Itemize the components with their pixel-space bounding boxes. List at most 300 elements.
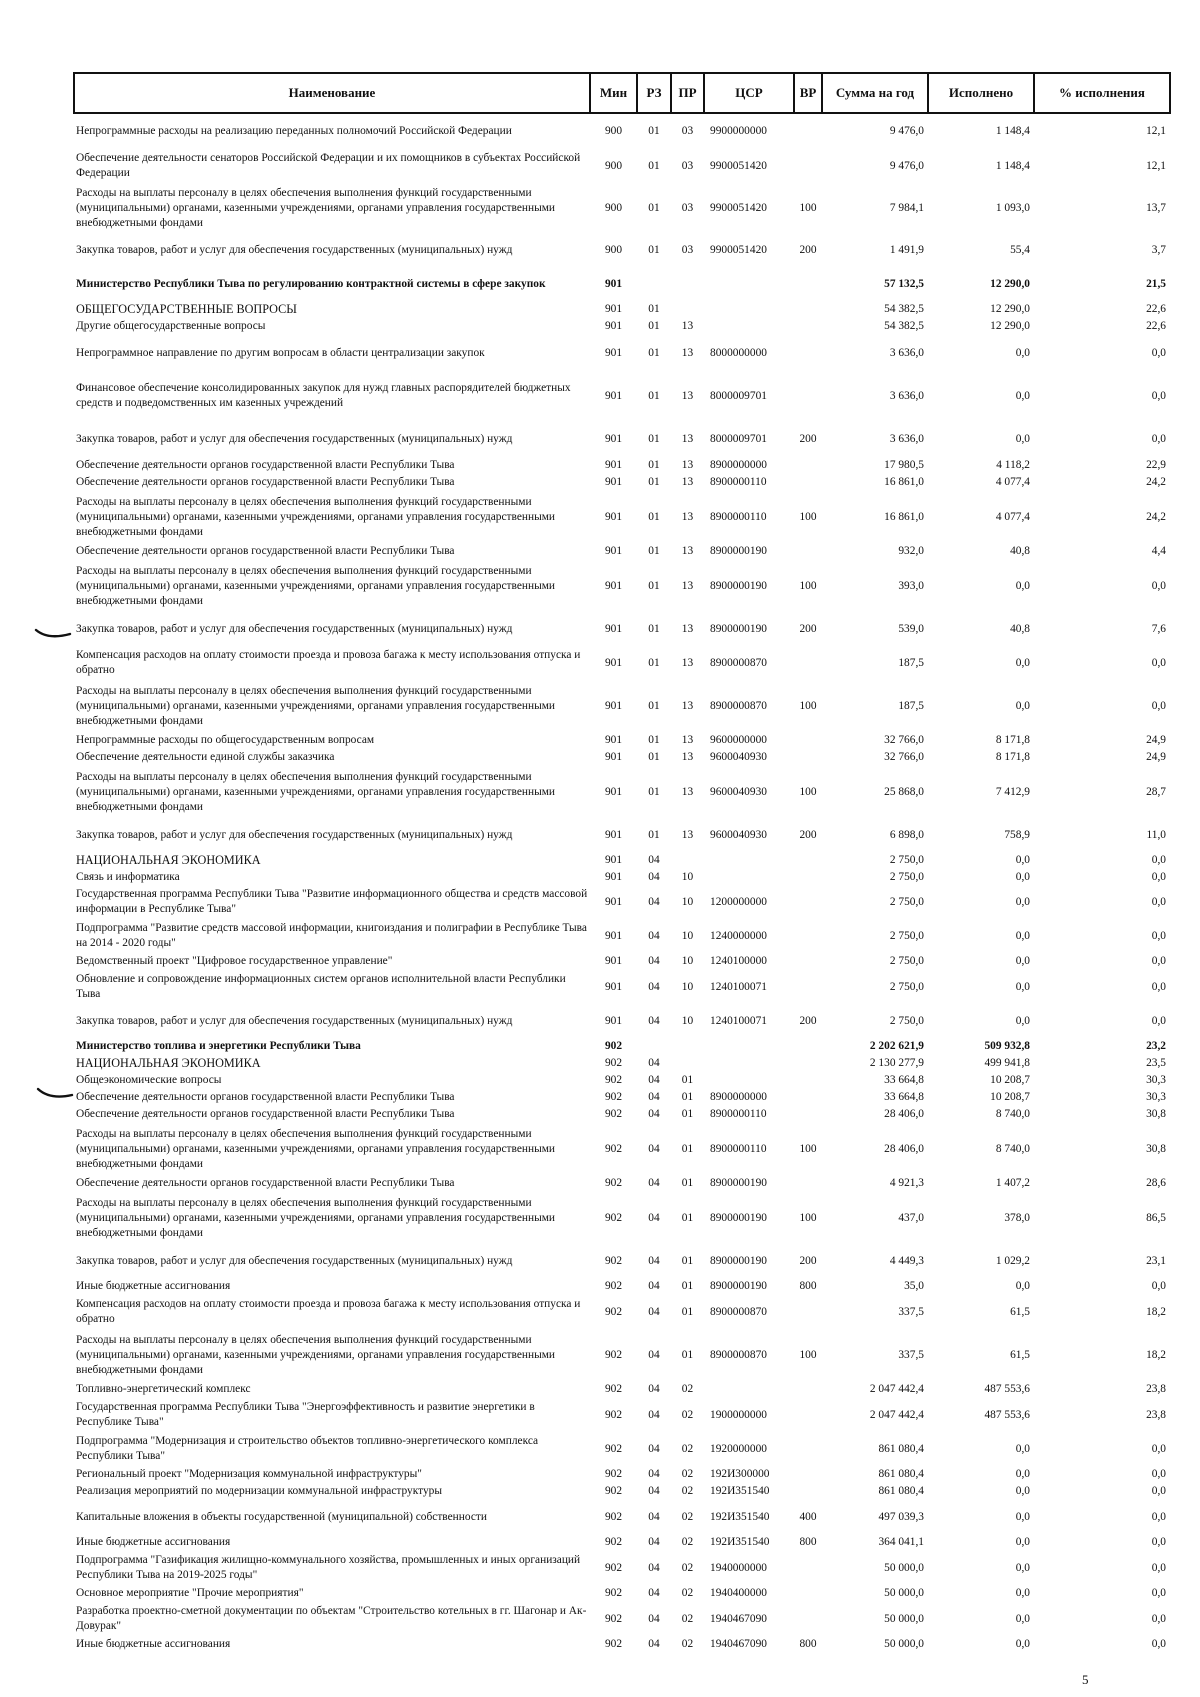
cell-name: Обеспечение деятельности органов государственной власти Республики Тыва <box>76 545 455 557</box>
cell-csr <box>704 318 794 335</box>
cell-rz: 01 <box>648 459 660 471</box>
cell-pr: 01 <box>681 1211 694 1224</box>
cell-pr: 13 <box>681 432 694 445</box>
cell-pct: 86,5 <box>1146 1211 1166 1224</box>
cell-min: 902 <box>604 1040 623 1052</box>
cell-csr: 1240000000 <box>710 929 767 942</box>
cell-csr: 8900000190 <box>710 1211 767 1224</box>
table-row <box>74 1175 1170 1192</box>
cell-name: Расходы на выплаты персоналу в целях обеспечения выполнения функций государственными (муниципальными) органами, казенными учреждениями, органами управления государственными внебюджетными фондами <box>76 1127 556 1170</box>
cell-name: НАЦИОНАЛЬНАЯ ЭКОНОМИКА <box>76 853 261 867</box>
cell-min: 902 <box>604 1091 623 1103</box>
cell-sum: 932,0 <box>898 545 924 557</box>
cell-name: Расходы на выплаты персоналу в целях обеспечения выполнения функций государственными (муниципальными) органами, казенными учреждениями, органами управления государственными внебюджетными фондами <box>76 1196 556 1239</box>
cell-vr <box>794 953 822 970</box>
cell-name: Общеэкономические вопросы <box>76 1074 222 1086</box>
cell-done: 0,0 <box>1015 389 1030 402</box>
cell-name: Закупка товаров, работ и услуг для обеспечения государственных (муниципальных) нужд <box>76 432 513 445</box>
cell-sum: 861 080,4 <box>878 1468 924 1480</box>
cell-vr <box>794 267 822 301</box>
cell-vr <box>794 1055 822 1072</box>
cell-vr <box>794 1038 822 1055</box>
cell-csr: 9900051420 <box>710 243 767 256</box>
cell-done: 0,0 <box>1015 1536 1030 1548</box>
cell-rz: 04 <box>648 1587 660 1599</box>
cell-pct: 0,0 <box>1151 656 1166 669</box>
cell-rz: 04 <box>648 1142 660 1155</box>
cell-csr: 8900000000 <box>710 1091 767 1103</box>
cell-pr: 01 <box>681 1280 694 1292</box>
cell-vr <box>794 646 822 680</box>
table-row <box>74 1381 1170 1398</box>
cell-vr <box>794 852 822 869</box>
cell-name: Финансовое обеспечение консолидированных закупок для нужд главных распорядителей бюджетных средств и подведомственных им казенных учреждений <box>76 382 571 409</box>
cell-pr: 01 <box>681 1091 694 1103</box>
cell-min: 902 <box>604 1280 623 1292</box>
cell-done: 378,0 <box>1004 1211 1030 1224</box>
cell-name: Региональный проект "Модернизация коммунальной инфраструктуры" <box>76 1468 422 1480</box>
cell-name: Компенсация расходов на оплату стоимости проезда и провоза багажа к месту использования отпуска и обратно <box>76 649 581 676</box>
cell-min: 901 <box>604 751 623 763</box>
cell-sum: 50 000,0 <box>884 1638 924 1650</box>
cell-rz: 04 <box>648 1536 660 1548</box>
table-row <box>74 1534 1170 1551</box>
cell-pct: 23,8 <box>1146 1408 1166 1421</box>
cell-min: 901 <box>604 699 623 712</box>
cell-vr <box>794 457 822 474</box>
cell-name: Расходы на выплаты персоналу в целях обеспечения выполнения функций государственными (муниципальными) органами, казенными учреждениями, органами управления государственными внебюджетными фондами <box>76 770 556 813</box>
cell-rz: 01 <box>648 785 660 798</box>
cell-csr: 8900000110 <box>710 510 767 523</box>
cell-min: 901 <box>604 870 623 883</box>
cell-pr: 01 <box>681 1108 694 1120</box>
cell-sum: 437,0 <box>898 1211 924 1224</box>
cell-done: 12 290,0 <box>990 303 1030 315</box>
cell-csr: 8900000000 <box>710 459 767 471</box>
table-row <box>74 560 1170 612</box>
cell-rz: 04 <box>648 1468 660 1480</box>
cell-name: Расходы на выплаты персоналу в целях обеспечения выполнения функций государственными (муниципальными) органами, казенными учреждениями, органами управления государственными внебюджетными фондами <box>76 1333 556 1376</box>
cell-min: 902 <box>604 1211 623 1224</box>
cell-csr: 8900000870 <box>710 1305 767 1318</box>
cell-rz: 01 <box>648 476 660 488</box>
header-sum: Сумма на год <box>822 73 928 113</box>
cell-sum: 28 406,0 <box>884 1108 924 1120</box>
cell-csr: 9900000000 <box>710 125 767 137</box>
cell-pct: 30,3 <box>1146 1074 1166 1086</box>
cell-sum: 6 898,0 <box>889 828 924 841</box>
cell-done: 40,8 <box>1010 545 1030 557</box>
cell-pr: 13 <box>681 459 694 471</box>
cell-rz: 04 <box>648 1057 660 1069</box>
cell-name: Обеспечение деятельности единой службы заказчика <box>76 751 335 763</box>
cell-pct: 24,2 <box>1146 510 1166 523</box>
cell-pr: 10 <box>681 955 694 967</box>
cell-csr <box>704 1055 794 1072</box>
cell-rz: 04 <box>648 1108 660 1120</box>
table-row <box>74 543 1170 560</box>
table-row <box>74 749 1170 766</box>
cell-pr <box>671 301 704 318</box>
table-row <box>74 1072 1170 1089</box>
cell-pct: 0,0 <box>1151 870 1166 883</box>
cell-done: 40,8 <box>1010 622 1030 635</box>
cell-vr <box>794 1089 822 1106</box>
cell-csr: 1940400000 <box>710 1587 767 1599</box>
cell-done: 12 290,0 <box>990 277 1030 290</box>
table-header <box>74 73 1170 113</box>
cell-done: 1 407,2 <box>995 1177 1030 1189</box>
cell-min: 901 <box>604 346 623 359</box>
cell-sum: 9 476,0 <box>889 125 924 137</box>
table-row <box>74 491 1170 543</box>
cell-name: Обеспечение деятельности органов государственной власти Республики Тыва <box>76 1177 455 1189</box>
cell-sum: 2 047 442,4 <box>869 1383 924 1395</box>
cell-pct: 24,2 <box>1146 476 1166 488</box>
cell-min: 902 <box>604 1305 623 1318</box>
cell-done: 0,0 <box>1015 870 1030 883</box>
cell-rz: 01 <box>648 751 660 763</box>
cell-name: Обеспечение деятельности органов государственной власти Республики Тыва <box>76 459 455 471</box>
cell-done: 487 553,6 <box>984 1408 1030 1421</box>
cell-min: 900 <box>604 201 623 214</box>
table-row <box>74 1636 1170 1653</box>
cell-sum: 2 750,0 <box>889 870 924 883</box>
table-row <box>74 1466 1170 1483</box>
cell-pr: 03 <box>681 201 694 214</box>
cell-name: Компенсация расходов на оплату стоимости проезда и провоза багажа к месту использования отпуска и обратно <box>76 1298 581 1325</box>
cell-vr: 100 <box>799 1348 817 1361</box>
cell-pr: 01 <box>681 1142 694 1155</box>
cell-pct: 7,6 <box>1151 622 1166 635</box>
cell-done: 8 740,0 <box>995 1108 1030 1120</box>
cell-csr: 9600040930 <box>710 828 767 841</box>
cell-sum: 33 664,8 <box>884 1074 924 1086</box>
cell-sum: 3 636,0 <box>889 432 924 445</box>
cell-done: 61,5 <box>1010 1305 1030 1318</box>
cell-rz: 04 <box>648 1383 660 1395</box>
cell-min: 901 <box>604 854 623 866</box>
cell-rz: 04 <box>648 1408 660 1421</box>
cell-sum: 2 750,0 <box>889 980 924 993</box>
cell-pr <box>671 1055 704 1072</box>
cell-rz: 04 <box>648 854 660 866</box>
cell-rz <box>637 267 671 301</box>
cell-min: 900 <box>604 159 623 172</box>
cell-rz: 04 <box>648 870 660 883</box>
cell-name: Связь и информатика <box>76 870 180 883</box>
table-row <box>74 1329 1170 1381</box>
cell-sum: 539,0 <box>898 622 924 635</box>
cell-done: 10 208,7 <box>990 1074 1030 1086</box>
cell-csr: 1940467090 <box>710 1638 767 1650</box>
cell-name: Государственная программа Республики Тыва "Развитие информационного общества и средств массовой информации в Республике Тыва" <box>76 888 588 915</box>
cell-vr <box>794 1106 822 1123</box>
cell-pr: 02 <box>681 1510 694 1523</box>
cell-pct: 0,0 <box>1151 389 1166 402</box>
cell-vr <box>794 1466 822 1483</box>
cell-name: Расходы на выплаты персоналу в целях обеспечения выполнения функций государственными (муниципальными) органами, казенными учреждениями, органами управления государственными внебюджетными фондами <box>76 495 556 538</box>
cell-rz: 04 <box>648 1074 660 1086</box>
cell-pct: 22,9 <box>1146 459 1166 471</box>
cell-sum: 17 980,5 <box>884 459 924 471</box>
table-row <box>74 885 1170 919</box>
cell-pr: 01 <box>681 1348 694 1361</box>
cell-sum: 4 921,3 <box>889 1177 924 1189</box>
cell-pr: 13 <box>681 734 694 746</box>
cell-min: 902 <box>604 1561 623 1574</box>
cell-min: 901 <box>604 277 623 290</box>
cell-pr: 02 <box>681 1638 694 1650</box>
cell-pr: 10 <box>681 1014 694 1027</box>
cell-name: Реализация мероприятий по модернизации коммунальной инфраструктуры <box>76 1485 442 1497</box>
cell-pr: 13 <box>681 476 694 488</box>
cell-rz: 04 <box>648 1211 660 1224</box>
cell-sum: 2 750,0 <box>889 929 924 942</box>
cell-name: НАЦИОНАЛЬНАЯ ЭКОНОМИКА <box>76 1056 261 1070</box>
cell-done: 0,0 <box>1015 929 1030 942</box>
cell-pct: 0,0 <box>1151 1612 1166 1625</box>
cell-name: Ведомственный проект "Цифровое государственное управление" <box>76 955 393 967</box>
cell-min: 901 <box>604 303 623 315</box>
cell-name: ОБЩЕГОСУДАРСТВЕННЫЕ ВОПРОСЫ <box>76 302 297 316</box>
cell-name: Закупка товаров, работ и услуг для обеспечения государственных (муниципальных) нужд <box>76 828 513 841</box>
table-row <box>74 183 1170 233</box>
table-row <box>74 1432 1170 1466</box>
cell-pr: 02 <box>681 1587 694 1599</box>
cell-pct: 0,0 <box>1151 955 1166 967</box>
table-row <box>74 335 1170 371</box>
cell-pct: 0,0 <box>1151 1536 1166 1548</box>
cell-name: Иные бюджетные ассигнования <box>76 1536 231 1548</box>
cell-pct: 30,8 <box>1146 1142 1166 1155</box>
cell-rz: 01 <box>648 125 660 137</box>
table-row <box>74 1089 1170 1106</box>
cell-pct: 0,0 <box>1151 980 1166 993</box>
cell-done: 499 941,8 <box>984 1057 1030 1069</box>
cell-pr: 13 <box>681 545 694 557</box>
cell-vr <box>794 113 822 149</box>
cell-sum: 337,5 <box>898 1305 924 1318</box>
cell-vr: 800 <box>799 1536 817 1548</box>
cell-pct: 0,0 <box>1151 1638 1166 1650</box>
cell-sum: 32 766,0 <box>884 734 924 746</box>
header-min: Мин <box>590 73 637 113</box>
table-row <box>74 318 1170 335</box>
cell-sum: 861 080,4 <box>878 1442 924 1455</box>
cell-csr: 1200000000 <box>710 895 767 908</box>
cell-vr <box>794 1295 822 1329</box>
table-row <box>74 457 1170 474</box>
cell-done: 0,0 <box>1015 1014 1030 1027</box>
table-row <box>74 1398 1170 1432</box>
cell-pct: 28,7 <box>1146 785 1166 798</box>
cell-csr: 1940000000 <box>710 1561 767 1574</box>
cell-done: 0,0 <box>1015 1612 1030 1625</box>
cell-pr <box>671 852 704 869</box>
cell-rz: 01 <box>648 303 660 315</box>
cell-pr: 02 <box>681 1485 694 1497</box>
cell-done: 10 208,7 <box>990 1091 1030 1103</box>
cell-sum: 57 132,5 <box>884 277 924 290</box>
cell-pct: 23,8 <box>1146 1383 1166 1395</box>
cell-sum: 2 750,0 <box>889 955 924 967</box>
cell-sum: 50 000,0 <box>884 1612 924 1625</box>
cell-name: Иные бюджетные ассигнования <box>76 1280 231 1292</box>
cell-pct: 0,0 <box>1151 929 1166 942</box>
cell-vr <box>794 1551 822 1585</box>
cell-rz: 01 <box>648 320 660 332</box>
cell-name: Подпрограмма "Газификация жилищно-коммунального хозяйства, промышленных и иных организаций Республики Тыва на 2019-2025 годы" <box>76 1554 581 1581</box>
cell-sum: 2 750,0 <box>889 854 924 866</box>
cell-pct: 0,0 <box>1151 1587 1166 1599</box>
cell-pct: 13,7 <box>1146 201 1166 214</box>
cell-rz: 04 <box>648 1254 660 1267</box>
cell-vr: 100 <box>799 579 817 592</box>
cell-name: Обеспечение деятельности органов государственной власти Республики Тыва <box>76 1108 455 1120</box>
cell-min: 901 <box>604 510 623 523</box>
cell-pct: 0,0 <box>1151 1442 1166 1455</box>
cell-name: Закупка товаров, работ и услуг для обеспечения государственных (муниципальных) нужд <box>76 243 513 256</box>
cell-min: 900 <box>604 125 623 137</box>
cell-pct: 0,0 <box>1151 1561 1166 1574</box>
cell-rz: 04 <box>648 1348 660 1361</box>
cell-pct: 23,2 <box>1146 1040 1166 1052</box>
cell-csr: 8900000190 <box>710 579 767 592</box>
cell-rz: 04 <box>648 1561 660 1574</box>
cell-pr: 13 <box>681 579 694 592</box>
cell-vr: 100 <box>799 1142 817 1155</box>
cell-csr: 8900000110 <box>710 1108 767 1120</box>
cell-min: 902 <box>604 1142 623 1155</box>
cell-pct: 30,8 <box>1146 1108 1166 1120</box>
table-row <box>74 1585 1170 1602</box>
table-row <box>74 1038 1170 1055</box>
cell-csr: 8900000870 <box>710 699 767 712</box>
table-row <box>74 919 1170 953</box>
cell-done: 0,0 <box>1015 895 1030 908</box>
cell-name: Обеспечение деятельности органов государственной власти Республики Тыва <box>76 476 455 488</box>
cell-pr: 10 <box>681 929 694 942</box>
cell-sum: 54 382,5 <box>884 303 924 315</box>
cell-pct: 12,1 <box>1146 125 1166 137</box>
cell-vr <box>794 301 822 318</box>
cell-sum: 7 984,1 <box>889 201 924 214</box>
cell-csr: 9900051420 <box>710 159 767 172</box>
cell-pct: 0,0 <box>1151 1280 1166 1292</box>
cell-name: Подпрограмма "Развитие средств массовой информации, книгоиздания и полиграфии в Республике Тыва на 2014 - 2020 годы" <box>76 922 587 949</box>
table-row <box>74 1500 1170 1534</box>
cell-pct: 23,1 <box>1146 1254 1166 1267</box>
cell-name: Топливно-энергетический комплекс <box>76 1383 251 1395</box>
cell-csr: 1920000000 <box>710 1442 767 1455</box>
cell-min: 901 <box>604 734 623 746</box>
cell-vr: 100 <box>799 785 817 798</box>
cell-pct: 0,0 <box>1151 1468 1166 1480</box>
cell-sum: 33 664,8 <box>884 1091 924 1103</box>
table-body <box>74 113 1170 1653</box>
table-row <box>74 732 1170 749</box>
cell-vr <box>794 474 822 491</box>
cell-sum: 32 766,0 <box>884 751 924 763</box>
cell-pr: 02 <box>681 1408 694 1421</box>
cell-rz: 01 <box>648 579 660 592</box>
cell-csr: 8900000110 <box>710 1142 767 1155</box>
cell-min: 901 <box>604 955 623 967</box>
cell-done: 0,0 <box>1015 980 1030 993</box>
cell-done: 8 171,8 <box>995 751 1030 763</box>
cell-csr: 8000009701 <box>710 432 767 445</box>
cell-min: 902 <box>604 1587 623 1599</box>
cell-csr: 8900000190 <box>710 1280 767 1292</box>
cell-vr <box>794 371 822 421</box>
table-row <box>74 766 1170 818</box>
cell-name: Закупка товаров, работ и услуг для обеспечения государственных (муниципальных) нужд <box>76 622 513 635</box>
cell-pct: 0,0 <box>1151 1510 1166 1523</box>
cell-rz: 01 <box>648 243 660 256</box>
cell-pct: 24,9 <box>1146 751 1166 763</box>
table-row <box>74 1483 1170 1500</box>
cell-pct: 18,2 <box>1146 1348 1166 1361</box>
cell-vr <box>794 1381 822 1398</box>
cell-min: 901 <box>604 320 623 332</box>
cell-min: 901 <box>604 929 623 942</box>
table-row <box>74 149 1170 183</box>
cell-sum: 3 636,0 <box>889 389 924 402</box>
cell-rz: 04 <box>648 895 660 908</box>
header-done: Исполнено <box>928 73 1034 113</box>
cell-sum: 16 861,0 <box>884 510 924 523</box>
cell-vr: 200 <box>799 432 817 445</box>
cell-rz: 04 <box>648 1091 660 1103</box>
cell-sum: 2 202 621,9 <box>869 1040 924 1052</box>
cell-done: 4 118,2 <box>996 459 1030 471</box>
cell-csr: 192И351540 <box>710 1485 770 1497</box>
cell-sum: 54 382,5 <box>884 320 924 332</box>
table-row <box>74 680 1170 732</box>
cell-pct: 0,0 <box>1151 699 1166 712</box>
table-row <box>74 953 1170 970</box>
cell-name: Расходы на выплаты персоналу в целях обеспечения выполнения функций государственными (муниципальными) органами, казенными учреждениями, органами управления государственными внебюджетными фондами <box>76 684 556 727</box>
cell-min: 902 <box>604 1108 623 1120</box>
cell-min: 901 <box>604 476 623 488</box>
cell-sum: 337,5 <box>898 1348 924 1361</box>
cell-csr <box>704 1038 794 1055</box>
cell-sum: 28 406,0 <box>884 1142 924 1155</box>
cell-pr: 01 <box>681 1305 694 1318</box>
cell-csr: 8900000870 <box>710 656 767 669</box>
cell-name: Расходы на выплаты персоналу в целях обеспечения выполнения функций государственными (муниципальными) органами, казенными учреждениями, органами управления государственными внебюджетными фондами <box>76 564 556 607</box>
cell-csr: 9900051420 <box>710 201 767 214</box>
cell-rz: 04 <box>648 929 660 942</box>
table-row <box>74 1004 1170 1038</box>
cell-rz: 04 <box>648 1442 660 1455</box>
cell-vr <box>794 543 822 560</box>
cell-sum: 16 861,0 <box>884 476 924 488</box>
cell-vr: 100 <box>799 510 817 523</box>
cell-pr: 10 <box>681 895 694 908</box>
cell-rz: 04 <box>648 1305 660 1318</box>
cell-csr <box>704 869 794 885</box>
cell-csr: 1240100000 <box>710 955 767 967</box>
cell-min: 902 <box>604 1383 623 1395</box>
cell-rz: 01 <box>648 656 660 669</box>
cell-min: 901 <box>604 459 623 471</box>
cell-vr: 200 <box>799 243 817 256</box>
cell-min: 902 <box>604 1468 623 1480</box>
cell-pct: 24,9 <box>1146 734 1166 746</box>
cell-sum: 2 130 277,9 <box>869 1057 924 1069</box>
